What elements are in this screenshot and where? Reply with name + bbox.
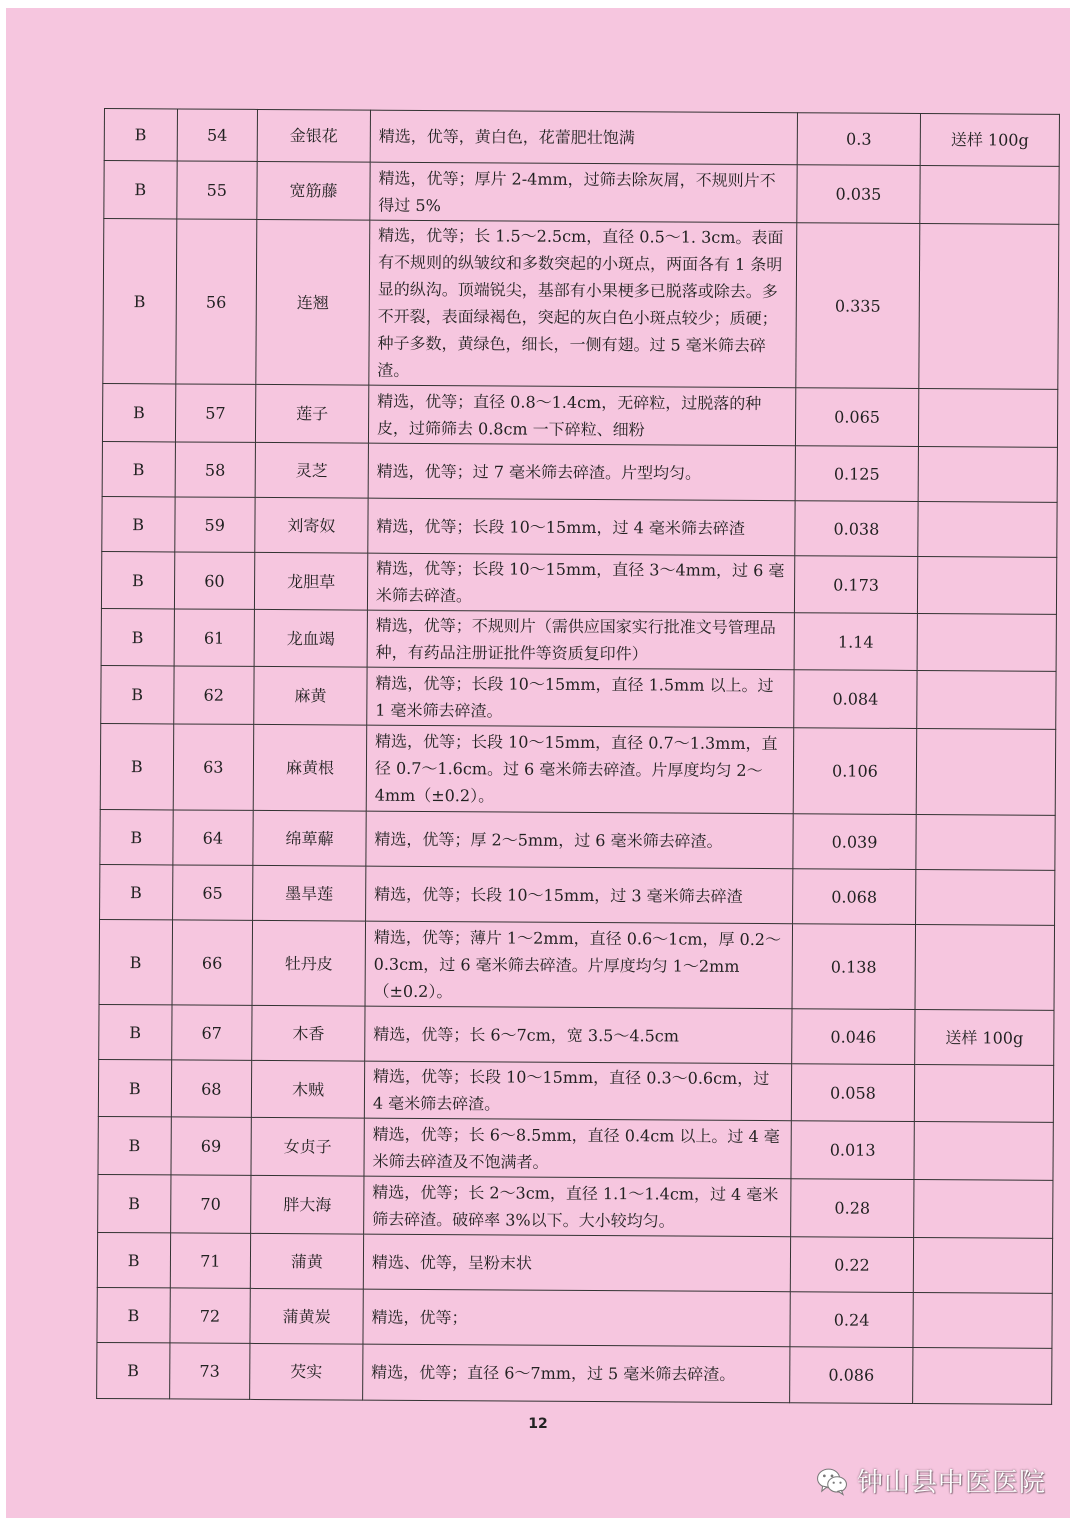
price-cell: 0.138 xyxy=(792,924,915,1010)
item-number-cell: 67 xyxy=(171,1005,252,1060)
specification-cell: 精选，优等；不规则片（需供应国家实行批准文号管理品种，有药品注册证批件等资质复印件） xyxy=(367,610,794,670)
table-row xyxy=(97,1232,1052,1293)
item-number-cell: 54 xyxy=(177,109,258,161)
table-row xyxy=(101,665,1056,729)
note-cell xyxy=(917,613,1056,671)
price-cell: 0.24 xyxy=(790,1292,913,1348)
specification-cell: 精选，优等；直径 0.8～1.4cm，无碎粒，过脱落的种皮，过筛筛去 0.8cm 一下碎粒、细粉 xyxy=(368,385,795,446)
category-cell: B xyxy=(99,919,172,1004)
specification-cell: 精选、优等，呈粉末状 xyxy=(363,1234,790,1292)
note-cell xyxy=(913,1292,1052,1348)
note-cell xyxy=(918,446,1057,502)
item-number-cell: 61 xyxy=(174,609,255,666)
category-cell: B xyxy=(97,1232,170,1287)
category-cell: B xyxy=(102,496,175,551)
specification-cell: 精选，优等；长 1.5～2.5cm，直径 0.5～1. 3cm。表面有不规则的纵皱纹和多数突起的小斑点，两面各有 1 条明显的纵沟。顶端锐尖，基部有小果梗多已脱落或除去。多不开裂，表面绿褐色，突起的灰白色小斑点较少；质硬；种子多数，黄绿色，细长，一侧有翅。过 5 毫米筛去碎渣。 xyxy=(369,220,797,388)
price-cell: 0.046 xyxy=(792,1009,915,1065)
specification-cell: 精选，优等； xyxy=(363,1289,790,1347)
herb-name-cell: 木香 xyxy=(252,1005,365,1061)
note-cell: 送样 100g xyxy=(915,1009,1054,1065)
category-cell: B xyxy=(104,109,177,161)
herb-name-cell: 刘寄奴 xyxy=(255,497,368,553)
price-cell: 0.173 xyxy=(794,556,917,614)
price-cell: 0.038 xyxy=(795,501,918,557)
note-cell xyxy=(914,1064,1053,1122)
price-cell: 0.125 xyxy=(795,446,918,502)
specification-cell: 精选，优等；长段 10～15mm，过 3 毫米筛去碎渣 xyxy=(365,866,792,924)
price-cell: 1.14 xyxy=(794,613,917,671)
category-cell: B xyxy=(98,1174,171,1232)
note-cell: 送样 100g xyxy=(920,113,1059,166)
table-row xyxy=(101,551,1056,614)
herb-name-cell: 连翘 xyxy=(256,219,370,385)
note-cell xyxy=(917,556,1056,614)
category-cell: B xyxy=(103,219,177,384)
item-number-cell: 60 xyxy=(174,552,255,609)
specification-cell: 精选，优等；直径 6～7mm，过 5 毫米筛去碎渣。 xyxy=(363,1344,790,1403)
price-cell: 0.058 xyxy=(791,1064,914,1122)
table-row xyxy=(98,1174,1053,1238)
table-row xyxy=(97,1342,1052,1404)
item-number-cell: 71 xyxy=(170,1233,251,1288)
price-cell: 0.035 xyxy=(797,165,920,224)
table-row xyxy=(104,109,1059,167)
table-row xyxy=(101,608,1056,671)
table-row xyxy=(100,809,1055,870)
specification-cell: 精选，优等；厚 2～5mm，过 6 毫米筛去碎渣。 xyxy=(366,811,793,869)
table-row xyxy=(102,383,1057,447)
item-number-cell: 55 xyxy=(176,161,257,219)
table-row xyxy=(98,1116,1053,1180)
specification-cell: 精选，优等，黄白色，花蕾肥壮饱满 xyxy=(370,110,797,165)
document-page xyxy=(6,8,1070,1518)
category-cell: B xyxy=(100,809,173,864)
item-number-cell: 64 xyxy=(172,810,253,865)
herb-name-cell: 龙血竭 xyxy=(254,609,367,667)
wechat-icon xyxy=(815,1464,849,1498)
specification-cell: 精选，优等；长段 10～15mm，直径 0.3～0.6cm，过 4 毫米筛去碎渣。 xyxy=(364,1061,791,1121)
page-number: 12 xyxy=(528,1416,548,1432)
category-cell: B xyxy=(100,864,173,919)
item-number-cell: 68 xyxy=(171,1060,252,1117)
herb-name-cell: 芡实 xyxy=(250,1343,363,1400)
price-cell: 0.22 xyxy=(790,1237,913,1293)
note-cell xyxy=(913,1237,1052,1293)
table-row xyxy=(103,219,1059,390)
herb-name-cell: 莲子 xyxy=(256,384,369,443)
item-number-cell: 69 xyxy=(171,1117,252,1175)
category-cell: B xyxy=(104,161,177,219)
item-number-cell: 57 xyxy=(175,384,256,442)
note-cell xyxy=(914,1179,1053,1238)
item-number-cell: 56 xyxy=(175,219,257,384)
herb-name-cell: 蒲黄 xyxy=(250,1233,363,1289)
herb-name-cell: 宽筋藤 xyxy=(257,161,370,220)
item-number-cell: 63 xyxy=(173,724,254,810)
table-row xyxy=(98,1059,1053,1122)
table-row xyxy=(99,919,1055,1010)
category-cell: B xyxy=(101,665,174,723)
category-cell: B xyxy=(101,551,174,608)
herb-name-cell: 木贼 xyxy=(251,1060,364,1118)
note-cell xyxy=(918,388,1057,447)
herb-name-cell: 金银花 xyxy=(257,109,370,162)
category-cell: B xyxy=(102,383,175,441)
table-row xyxy=(99,1004,1054,1065)
item-number-cell: 62 xyxy=(173,666,254,724)
herb-name-cell: 墨旱莲 xyxy=(253,865,366,921)
herb-name-cell: 灵芝 xyxy=(255,442,368,498)
price-cell: 0.068 xyxy=(793,869,916,925)
herb-name-cell: 女贞子 xyxy=(251,1117,364,1176)
price-cell: 0.106 xyxy=(793,728,916,815)
herb-name-cell: 麻黄根 xyxy=(253,724,366,811)
specification-cell: 精选，优等；长 2～3cm，直径 1.1～1.4cm，过 4 毫米筛去碎渣。破碎率 3%以下。大小较均匀。 xyxy=(364,1176,791,1237)
herb-name-cell: 麻黄 xyxy=(254,666,367,725)
item-number-cell: 72 xyxy=(169,1288,250,1343)
note-cell xyxy=(915,869,1054,925)
note-cell xyxy=(916,814,1055,870)
category-cell: B xyxy=(98,1059,171,1116)
table-row xyxy=(104,161,1059,225)
price-cell: 0.084 xyxy=(794,670,917,729)
table-row xyxy=(102,441,1057,502)
watermark xyxy=(815,1462,1046,1499)
item-number-cell: 59 xyxy=(174,497,255,552)
note-cell xyxy=(920,165,1059,224)
item-number-cell: 66 xyxy=(172,920,253,1005)
table-row xyxy=(100,723,1056,815)
note-cell xyxy=(919,223,1059,389)
category-cell: B xyxy=(100,723,173,809)
category-cell: B xyxy=(99,1004,172,1059)
herb-name-cell: 牡丹皮 xyxy=(252,920,365,1006)
herb-name-cell: 蒲黄炭 xyxy=(250,1288,363,1344)
category-cell: B xyxy=(98,1116,171,1174)
note-cell xyxy=(916,728,1056,815)
note-cell xyxy=(914,1121,1053,1180)
category-cell: B xyxy=(102,441,175,496)
item-number-cell: 65 xyxy=(172,865,253,920)
specification-cell: 精选，优等；长 6～7cm，宽 3.5～4.5cm xyxy=(365,1006,792,1064)
item-number-cell: 73 xyxy=(169,1343,250,1399)
specification-cell: 精选，优等；薄片 1～2mm，直径 0.6～1cm，厚 0.2～0.3cm，过 6 毫米筛去碎渣。片厚度均匀 1～2mm（±0.2）。 xyxy=(365,921,793,1009)
category-cell: B xyxy=(97,1342,170,1398)
specification-cell: 精选，优等；过 7 毫米筛去碎渣。片型均匀。 xyxy=(368,443,795,501)
price-cell: 0.3 xyxy=(797,113,920,166)
note-cell xyxy=(913,1347,1052,1404)
table-row xyxy=(102,496,1057,557)
note-cell xyxy=(918,501,1057,557)
price-cell: 0.039 xyxy=(793,814,916,870)
category-cell: B xyxy=(97,1287,170,1342)
item-number-cell: 70 xyxy=(170,1175,251,1233)
herb-spec-table xyxy=(96,108,1060,1405)
specification-cell: 精选，优等；长段 10～15mm，过 4 毫米筛去碎渣 xyxy=(368,498,795,556)
price-cell: 0.065 xyxy=(795,388,918,447)
table-row xyxy=(100,864,1055,925)
watermark-text: 钟山县中医医院 xyxy=(856,1468,1046,1498)
price-cell: 0.013 xyxy=(791,1121,914,1180)
price-cell: 0.28 xyxy=(791,1179,914,1238)
specification-cell: 精选，优等；长段 10～15mm，直径 0.7～1.3mm，直径 0.7～1.6cm。过 6 毫米筛去碎渣。片厚度均匀 2～4mm（±0.2）。 xyxy=(366,725,794,814)
note-cell xyxy=(917,670,1056,729)
category-cell: B xyxy=(101,608,174,665)
herb-name-cell: 胖大海 xyxy=(251,1175,364,1234)
price-cell: 0.086 xyxy=(790,1347,913,1404)
specification-cell: 精选，优等；厚片 2-4mm，过筛去除灰屑，不规则片不得过 5% xyxy=(370,162,797,223)
specification-cell: 精选，优等；长段 10～15mm，直径 1.5mm 以上。过 1 毫米筛去碎渣。 xyxy=(367,667,794,728)
table-body xyxy=(97,109,1060,1405)
price-cell: 0.335 xyxy=(796,223,920,389)
herb-name-cell: 龙胆草 xyxy=(255,552,368,610)
specification-cell: 精选，优等；长段 10～15mm，直径 3～4mm，过 6 毫米筛去碎渣。 xyxy=(367,553,794,613)
note-cell xyxy=(915,924,1055,1010)
item-number-cell: 58 xyxy=(175,442,256,497)
specification-cell: 精选，优等；长 6～8.5mm，直径 0.4cm 以上。过 4 毫米筛去碎渣及不饱满者。 xyxy=(364,1118,791,1179)
table-row xyxy=(97,1287,1052,1348)
herb-name-cell: 绵萆薢 xyxy=(253,810,366,866)
